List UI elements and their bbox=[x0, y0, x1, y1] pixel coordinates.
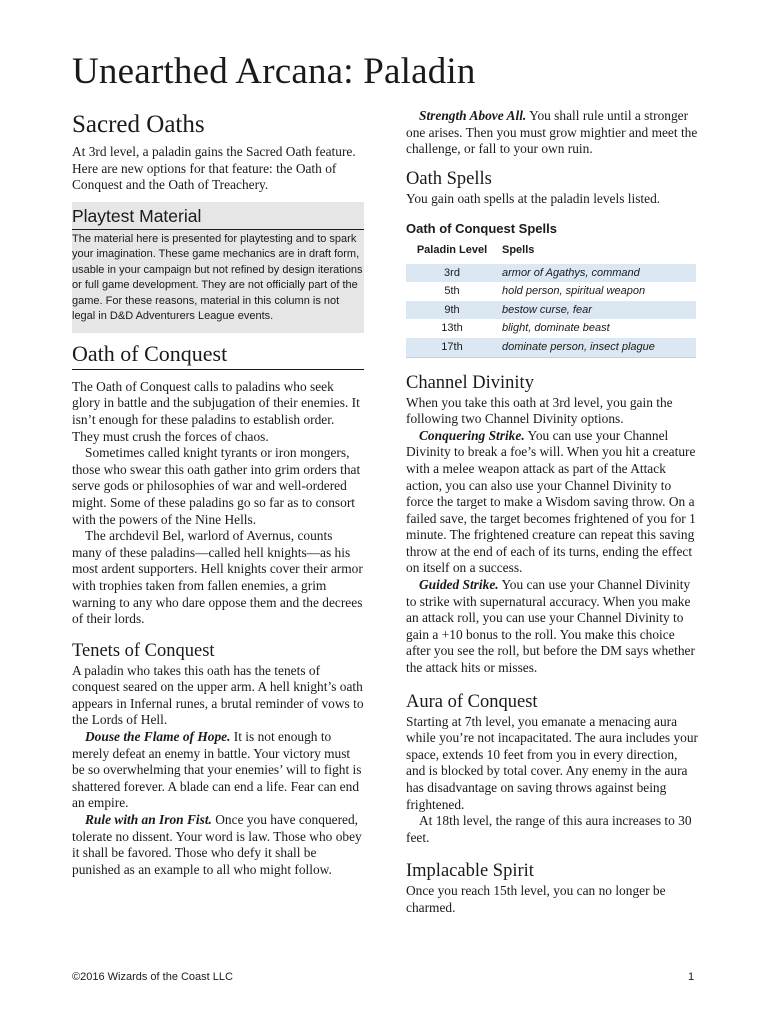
table-row bbox=[406, 282, 696, 301]
playtest-title: Playtest Material bbox=[72, 206, 364, 230]
conquest-paragraph-3: The archdevil Bel, warlord of Avernus, counts many of these paladins—called hell knights—as his most ardent supporters. Hell knights cover their armor with trophies taken from fallen enemies, a grim warning to any who dare oppose them and the decrees of their lords. bbox=[72, 528, 363, 627]
tenet-name: Douse the Flame of Hope. bbox=[85, 729, 231, 745]
level-cell: 3rd bbox=[406, 264, 498, 283]
level-cell: 17th bbox=[406, 338, 498, 357]
tenet-text: It is not enough to merely defeat an enemy in battle. Your victory must be so overwhelming that your enemies’ will to fight is shattered forever. A blade can end a life. Fear can end an empire. bbox=[72, 729, 362, 811]
aura-of-conquest-heading: Aura of Conquest bbox=[406, 691, 538, 712]
level-cell: 5th bbox=[444, 285, 460, 298]
tenet-name: Strength Above All. bbox=[419, 108, 527, 123]
oath-spells-heading: Oath Spells bbox=[406, 168, 492, 189]
footer-page-number: 1 bbox=[688, 971, 695, 983]
level-cell: 9th bbox=[406, 301, 498, 320]
implacable-spirit-heading: Implacable Spirit bbox=[406, 861, 534, 882]
tenet-text: You shall rule until a stronger one arises. Then you must grow mightier and meet the challenge, or fall to your own ruin. bbox=[406, 108, 698, 157]
tenets-heading: Tenets of Conquest bbox=[72, 640, 215, 661]
spells-table-title: Oath of Conquest Spells bbox=[406, 221, 557, 237]
column-header: Paladin Level bbox=[416, 243, 488, 256]
tenet-name: Rule with an Iron Fist. bbox=[85, 812, 212, 828]
guided-strike bbox=[406, 577, 698, 677]
right-column bbox=[406, 108, 698, 917]
feature-text: You can use your Channel Divinity to break a foe’s will. When you hit a creature with a melee weapon attack as part of the Attack action, you can also use your Channel Divinity to force the target to make a Wisdom saving throw. On a failed save, the target becomes frightened of you for 1 minute. The frightened creature can repeat this saving throw at the end of each of its turns, ending the effect on itself on a success. bbox=[406, 427, 696, 576]
table-row bbox=[406, 264, 696, 283]
table-row bbox=[406, 319, 696, 338]
spells-cell: hold person, spiritual weapon bbox=[502, 285, 646, 298]
page-title: Unearthed Arcana: Paladin bbox=[72, 51, 476, 92]
tenet-text: Once you have conquered, tolerate no dissent. Your word is law. Those who obey it shall be favored. Those who defy it shall be punished as an example to all who might follow. bbox=[72, 812, 362, 877]
table-header-row bbox=[406, 240, 696, 264]
implacable-spirit-text: Once you reach 15th level, you can no longer be charmed. bbox=[406, 883, 666, 915]
conquering-strike bbox=[406, 428, 698, 577]
feature-name: Guided Strike. bbox=[419, 577, 499, 593]
spells-cell: dominate person, insect plague bbox=[498, 338, 696, 357]
spells-cell: armor of Agathys, command bbox=[498, 264, 696, 283]
aura-paragraph-1: Starting at 7th level, you emanate a menacing aura while you’re not incapacitated. The aura includes your space, extends 10 feet from you in every direction, and is blocked by total cover. Any enemy in the aura has disadvantage on saving throws against being frightened. bbox=[406, 713, 699, 812]
sacred-oaths-heading: Sacred Oaths bbox=[72, 111, 205, 138]
spells-cell: blight, dominate beast bbox=[502, 322, 610, 335]
conquest-paragraph-1: The Oath of Conquest calls to paladins who seek glory in battle and the subjugation of their enemies. It isn’t enough for these paladins to establish order. They must crush the forces of chaos. bbox=[72, 378, 360, 444]
oath-spells-text: You gain oath spells at the paladin levels listed. bbox=[406, 190, 661, 206]
tenet-douse-flame bbox=[72, 729, 364, 812]
spells-cell: bestow curse, fear bbox=[498, 301, 696, 320]
playtest-body: The material here is presented for playtesting and to spark your imagination. These game mechanics are in draft form, usable in your campaign but not refined by design iterations or full game development. They are not officially part of the game. For these reasons, material in this column is not legal in D&D Adventurers League events. bbox=[72, 232, 363, 323]
left-column bbox=[72, 108, 364, 878]
channel-divinity-heading: Channel Divinity bbox=[406, 372, 534, 393]
level-cell: 13th bbox=[441, 322, 463, 335]
tenet-strength-above-all bbox=[406, 108, 698, 158]
sacred-oaths-intro: At 3rd level, a paladin gains the Sacred Oath feature. Here are new options for that feature: the Oath of Conquest and the Oath of Treachery. bbox=[72, 144, 356, 193]
tenet-iron-fist bbox=[72, 812, 364, 878]
oath-of-conquest-heading: Oath of Conquest bbox=[72, 341, 364, 370]
table-row bbox=[406, 301, 696, 320]
column-header: Spells bbox=[502, 243, 535, 256]
footer-copyright: ©2016 Wizards of the Coast LLC bbox=[72, 971, 233, 983]
table-row bbox=[406, 338, 696, 357]
oath-spells-table bbox=[406, 240, 696, 358]
aura-paragraph-2: At 18th level, the range of this aura increases to 30 feet. bbox=[406, 813, 692, 845]
conquest-paragraph-2: Sometimes called knight tyrants or iron mongers, those who swear this oath gather into grim orders that serve gods or philosophies of war and well-ordered might. Some of these paladins go so far as to consort with the powers of the Nine Hells. bbox=[72, 445, 361, 527]
feature-name: Conquering Strike. bbox=[419, 427, 525, 443]
feature-text: You can use your Channel Divinity to strike with supernatural accuracy. When you make an attack roll, you can use your Channel Divinity to gain a +10 bonus to the roll. You make this choice after you see the roll, but before the DM says whether the attack hits or misses. bbox=[406, 577, 695, 676]
tenets-intro: A paladin who takes this oath has the tenets of conquest seared on the upper arm. A hell knight’s oath appears in Infernal runes, a brutal reminder of vows to the Lords of Hell. bbox=[72, 662, 364, 728]
playtest-sidebar bbox=[72, 202, 364, 333]
channel-divinity-intro: When you take this oath at 3rd level, you gain the following two Channel Divinity options. bbox=[406, 394, 673, 427]
